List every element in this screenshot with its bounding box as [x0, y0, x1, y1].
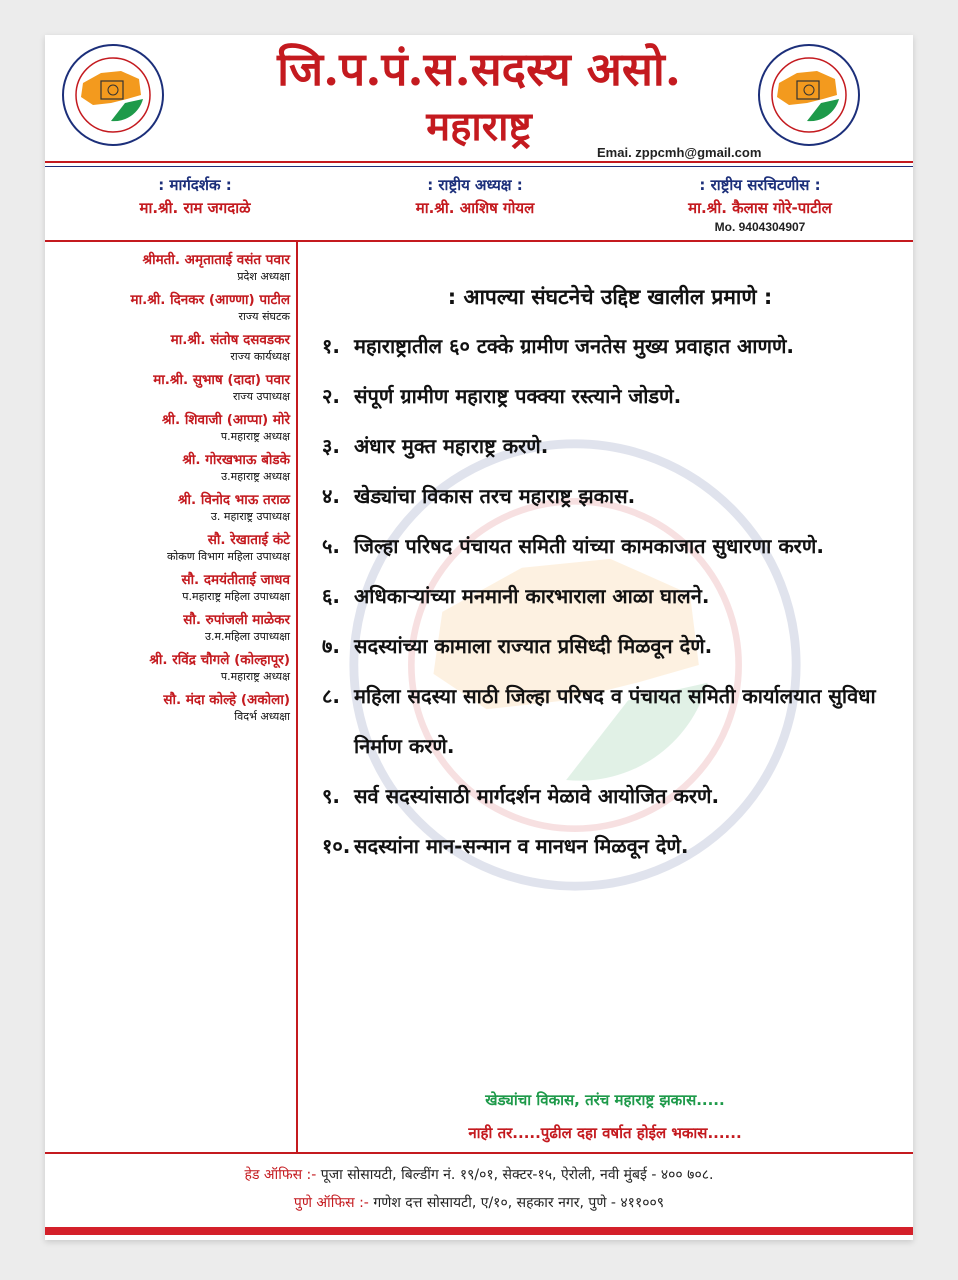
pune-office-address — [45, 1193, 913, 1212]
letterhead-page — [45, 35, 913, 1240]
member-name: मा.श्री. सुभाष (दादा) पवार — [153, 372, 290, 388]
member-item — [45, 491, 290, 524]
member-role: प्रदेश अध्यक्षा — [237, 270, 290, 283]
objective-number: ४. — [322, 484, 340, 508]
member-name: श्री. रविंद्र चौगले (कोल्हापूर) — [149, 652, 290, 668]
member-item — [45, 531, 290, 564]
member-item — [45, 371, 290, 404]
member-role: राज्य उपाध्यक्ष — [232, 390, 290, 403]
header-divider-red — [45, 161, 913, 163]
objective-number: २. — [322, 384, 340, 408]
objective-item — [322, 521, 900, 571]
member-name: सौ. मंदा कोल्हे (अकोला) — [163, 692, 290, 708]
members-sidebar — [45, 251, 290, 731]
member-item — [45, 451, 290, 484]
member-item — [45, 291, 290, 324]
objective-number: १०. — [322, 834, 351, 858]
association-subtitle: महाराष्ट्र — [426, 103, 532, 150]
head-office-address — [45, 1165, 913, 1184]
footer-divider — [45, 1152, 913, 1154]
member-role: प.महाराष्ट्र अध्यक्ष — [220, 430, 290, 443]
objective-number: १. — [322, 334, 340, 358]
member-item — [45, 651, 290, 684]
sidebar-divider — [296, 242, 298, 1152]
slogan-line-1: खेड्यांचा विकास, तरंच महाराष्ट्र झकास..... — [485, 1091, 725, 1109]
member-role: प.महाराष्ट्र अध्यक्ष — [220, 670, 290, 683]
objective-text: सदस्यांच्या कामाला राज्यात प्रसिध्दी मिळवून देणे. — [354, 634, 713, 658]
member-name: श्री. गोरखभाऊ बोडके — [182, 452, 290, 468]
objectives-heading: : आपल्या संघटनेचे उद्दिष्ट खालील प्रमाणे : — [447, 285, 773, 309]
leader-role: : राष्ट्रीय अध्यक्ष : — [427, 176, 523, 194]
objective-number: ८. — [322, 684, 340, 708]
member-role: राज्य कार्यध्यक्ष — [230, 350, 290, 363]
member-item — [45, 411, 290, 444]
objective-item — [322, 621, 900, 671]
member-role: उ.महाराष्ट्र अध्यक्ष — [221, 470, 290, 483]
member-role: राज्य संघटक — [238, 310, 290, 323]
member-name: श्री. शिवाजी (आप्पा) मोरे — [161, 412, 290, 428]
head-office-label: हेड ऑफिस :- — [244, 1167, 317, 1183]
objective-text: महिला सदस्या साठी जिल्हा परिषद व पंचायत समिती कार्यालयात सुविधा निर्माण करणे. — [354, 684, 876, 758]
objective-item — [322, 671, 900, 771]
leader-guide — [65, 175, 325, 218]
objective-text: संपूर्ण ग्रामीण महाराष्ट्र पक्क्या रस्त्याने जोडणे. — [354, 384, 682, 408]
leaders-divider — [45, 240, 913, 242]
member-item — [45, 251, 290, 284]
objective-item — [322, 771, 900, 821]
objective-number: ६. — [322, 584, 340, 608]
objective-text: अंधार मुक्त महाराष्ट्र करणे. — [354, 434, 549, 458]
objective-text: जिल्हा परिषद पंचायत समिती यांच्या कामकाजात सुधारणा करणे. — [354, 534, 824, 558]
pune-office-text: गणेश दत्त सोसायटी, ए/१०, सहकार नगर, पुणे - ४११००९ — [373, 1195, 665, 1211]
objective-text: महाराष्ट्रातील ६० टक्के ग्रामीण जनतेस मुख्य प्रवाहात आणणे. — [354, 334, 795, 358]
objectives-section — [300, 283, 900, 871]
objective-item — [322, 321, 900, 371]
leader-secretary — [630, 175, 890, 234]
association-title: जि.प.पं.स.सदस्य असो. — [277, 42, 681, 96]
member-role: कोकण विभाग महिला उपाध्यक्ष — [166, 550, 290, 563]
head-office-text: पूजा सोसायटी, बिल्डींग नं. १९/०१, सेक्टर-१५, ऐरोली, नवी मुंबई - ४०० ७०८. — [320, 1167, 714, 1183]
footer-bar — [45, 1227, 913, 1235]
header-divider-blue — [45, 166, 913, 167]
member-name: सौ. दमयंतीताई जाधव — [181, 572, 290, 588]
member-item — [45, 611, 290, 644]
member-name: सौ. रुपांजली माळेकर — [183, 612, 290, 628]
member-role: प.महाराष्ट्र महिला उपाध्यक्षा — [182, 590, 290, 603]
member-name: मा.श्री. दिनकर (आण्णा) पाटील — [130, 292, 290, 308]
objective-item — [322, 371, 900, 421]
objective-text: सर्व सदस्यांसाठी मार्गदर्शन मेळावे आयोजित करणे. — [354, 784, 720, 808]
leader-president — [345, 175, 605, 218]
objective-text: खेड्यांचा विकास तरच महाराष्ट्र झकास. — [354, 484, 636, 508]
objective-item — [322, 821, 900, 871]
objective-item — [322, 421, 900, 471]
member-name: सौ. रेखाताई कंटे — [207, 532, 290, 548]
objective-item — [322, 471, 900, 521]
email-address: Emai. zppcmh@gmail.com — [597, 145, 762, 160]
objective-number: ५. — [322, 534, 340, 558]
member-item — [45, 331, 290, 364]
member-item — [45, 571, 290, 604]
member-name: मा.श्री. संतोष दसवडकर — [170, 332, 290, 348]
member-item — [45, 691, 290, 724]
leader-name: मा.श्री. राम जगदाळे — [139, 199, 251, 217]
member-role: उ.म.महिला उपाध्यक्षा — [204, 630, 290, 643]
leader-mobile: Mo. 9404304907 — [714, 220, 806, 234]
pune-office-label: पुणे ऑफिस :- — [293, 1195, 369, 1211]
objective-number: ३. — [322, 434, 340, 458]
leader-name: मा.श्री. आशिष गोयल — [415, 199, 535, 217]
slogan-line-2: नाही तर.....पुढील दहा वर्षात होईल भकास...... — [468, 1124, 742, 1142]
objective-number: ९. — [322, 784, 340, 808]
objective-item — [322, 571, 900, 621]
objective-text: अधिकाऱ्यांच्या मनमानी कारभाराला आळा घालने. — [354, 584, 710, 608]
leader-role: : मार्गदर्शक : — [158, 176, 232, 194]
member-role: विदर्भ अध्यक्षा — [234, 710, 290, 723]
leader-role: : राष्ट्रीय सरचिटणीस : — [699, 176, 821, 194]
member-role: उ. महाराष्ट्र उपाध्यक्ष — [210, 510, 290, 523]
member-name: श्री. विनोद भाऊ तराळ — [177, 492, 290, 508]
objective-text: सदस्यांना मान-सन्मान व मानधन मिळवून देणे. — [354, 834, 689, 858]
member-name: श्रीमती. अमृताताई वसंत पवार — [142, 252, 290, 268]
objective-number: ७. — [322, 634, 340, 658]
leader-name: मा.श्री. कैलास गोरे-पाटील — [688, 199, 832, 217]
association-logo-left — [61, 43, 165, 147]
